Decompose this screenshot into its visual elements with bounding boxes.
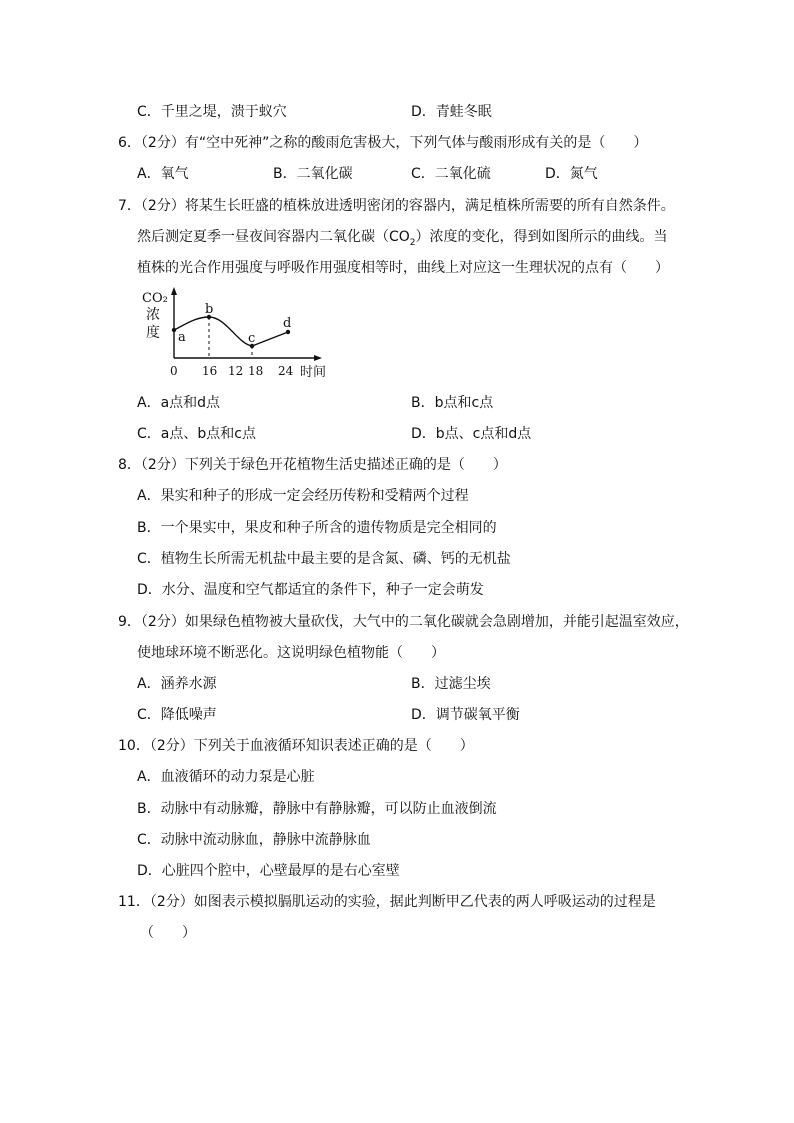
co2-curve: [174, 317, 288, 346]
q8-option-d: D．水分、温度和空气都适宜的条件下，种子一定会萌发: [137, 582, 484, 598]
q10-option-d: D．心脏四个腔中，心壁最厚的是右心室壁: [137, 863, 400, 879]
q7-stem-line1: 7．（2分）将某生长旺盛的植株放进透明密闭的容器内，满足植株所需要的所有自然条件。: [118, 198, 675, 214]
q7-option-b: B．b点和c点: [411, 395, 494, 411]
tick-24: 24: [278, 364, 294, 378]
y-label-du: 度: [146, 325, 160, 341]
q9-stem-line2: 使地球环境不断恶化。这说明绿色植物能（ ）: [137, 645, 445, 661]
tick-16: 16: [202, 364, 218, 378]
q7-option-a: A．a点和d点: [137, 395, 221, 411]
q10-option-a: A．血液循环的动力泵是心脏: [137, 769, 315, 785]
label-a: a: [178, 330, 186, 345]
q7-stem-line3: 植株的光合作用强度与呼吸作用强度相等时，曲线上对应这一生理状况的点有（ ）: [137, 260, 669, 276]
q8-option-c: C．植物生长所需无机盐中最主要的是含氮、磷、钙的无机盐: [137, 551, 511, 567]
q7-stem-line2: 然后测定夏季一昼夜间容器内二氧化碳$(CO_2)$浓度的变化，得到如图所示的曲线。当: [137, 229, 668, 248]
q7-option-d: D．b点、c点和d点: [411, 426, 532, 442]
q6-option-a: A．氧气: [137, 166, 189, 182]
q6-option-d: D．氮气: [545, 166, 598, 182]
q6-stem: 6．（2分）有“空中死神”之称的酸雨危害极大，下列气体与酸雨形成有关的是（ ）: [118, 135, 648, 151]
q9-option-a: A．涵养水源: [137, 676, 217, 692]
q8-option-b: B．一个果实中，果皮和种子所含的遗传物质是完全相同的: [137, 520, 497, 536]
co2-concentration-graph: [140, 286, 340, 382]
tick-18: 18: [248, 364, 264, 378]
q11-stem-line1: 11．（2分）如图表示模拟膈肌运动的实验，据此判断甲乙代表的两人呼吸运动的过程是: [118, 894, 656, 910]
x-label: 时间: [300, 365, 327, 380]
q9-stem-line1: 9．（2分）如果绿色植物被大量砍伐，大气中的二氧化碳就会急剧增加，并能引起温室效应，: [118, 614, 689, 630]
q7-option-c: C．a点、b点和c点: [137, 426, 256, 442]
label-d: d: [283, 316, 292, 331]
point-a: [172, 328, 176, 332]
q8-option-a: A．果实和种子的形成一定会经历传粉和受精两个过程: [137, 488, 469, 504]
y-label-nong: 浓: [146, 307, 160, 323]
q5-option-c: C．千里之堤，溃于蚁穴: [137, 104, 287, 120]
q10-option-c: C．动脉中流动脉血，静脉中流静脉血: [137, 832, 371, 848]
x-axis-arrow: [314, 355, 322, 361]
q10-option-b: B．动脉中有动脉瓣，静脉中有静脉瓣，可以防止血液倒流: [137, 801, 497, 817]
q9-option-c: C．降低噪声: [137, 707, 217, 723]
label-c: c: [248, 331, 256, 346]
q9-option-b: B．过滤尘埃: [411, 676, 491, 692]
q8-stem: 8．（2分）下列关于绿色开花植物生活史描述正确的是（ ）: [118, 457, 507, 473]
y-axis-arrow: [171, 287, 177, 295]
tick-0: 0: [170, 364, 178, 378]
q10-stem: 10．（2分）下列关于血液循环知识表述正确的是（ ）: [118, 738, 474, 754]
q6-option-c: C．二氧化硫: [411, 166, 491, 182]
q11-stem-line2: （ ）: [140, 925, 196, 941]
q6-option-b: B．二氧化碳: [273, 166, 353, 182]
tick-12: 12: [228, 364, 244, 378]
label-b: b: [205, 302, 214, 317]
q5-option-d: D．青蛙冬眠: [411, 104, 492, 120]
y-label-co2: CO₂: [142, 291, 168, 306]
q9-option-d: D．调节碳氧平衡: [411, 707, 520, 723]
